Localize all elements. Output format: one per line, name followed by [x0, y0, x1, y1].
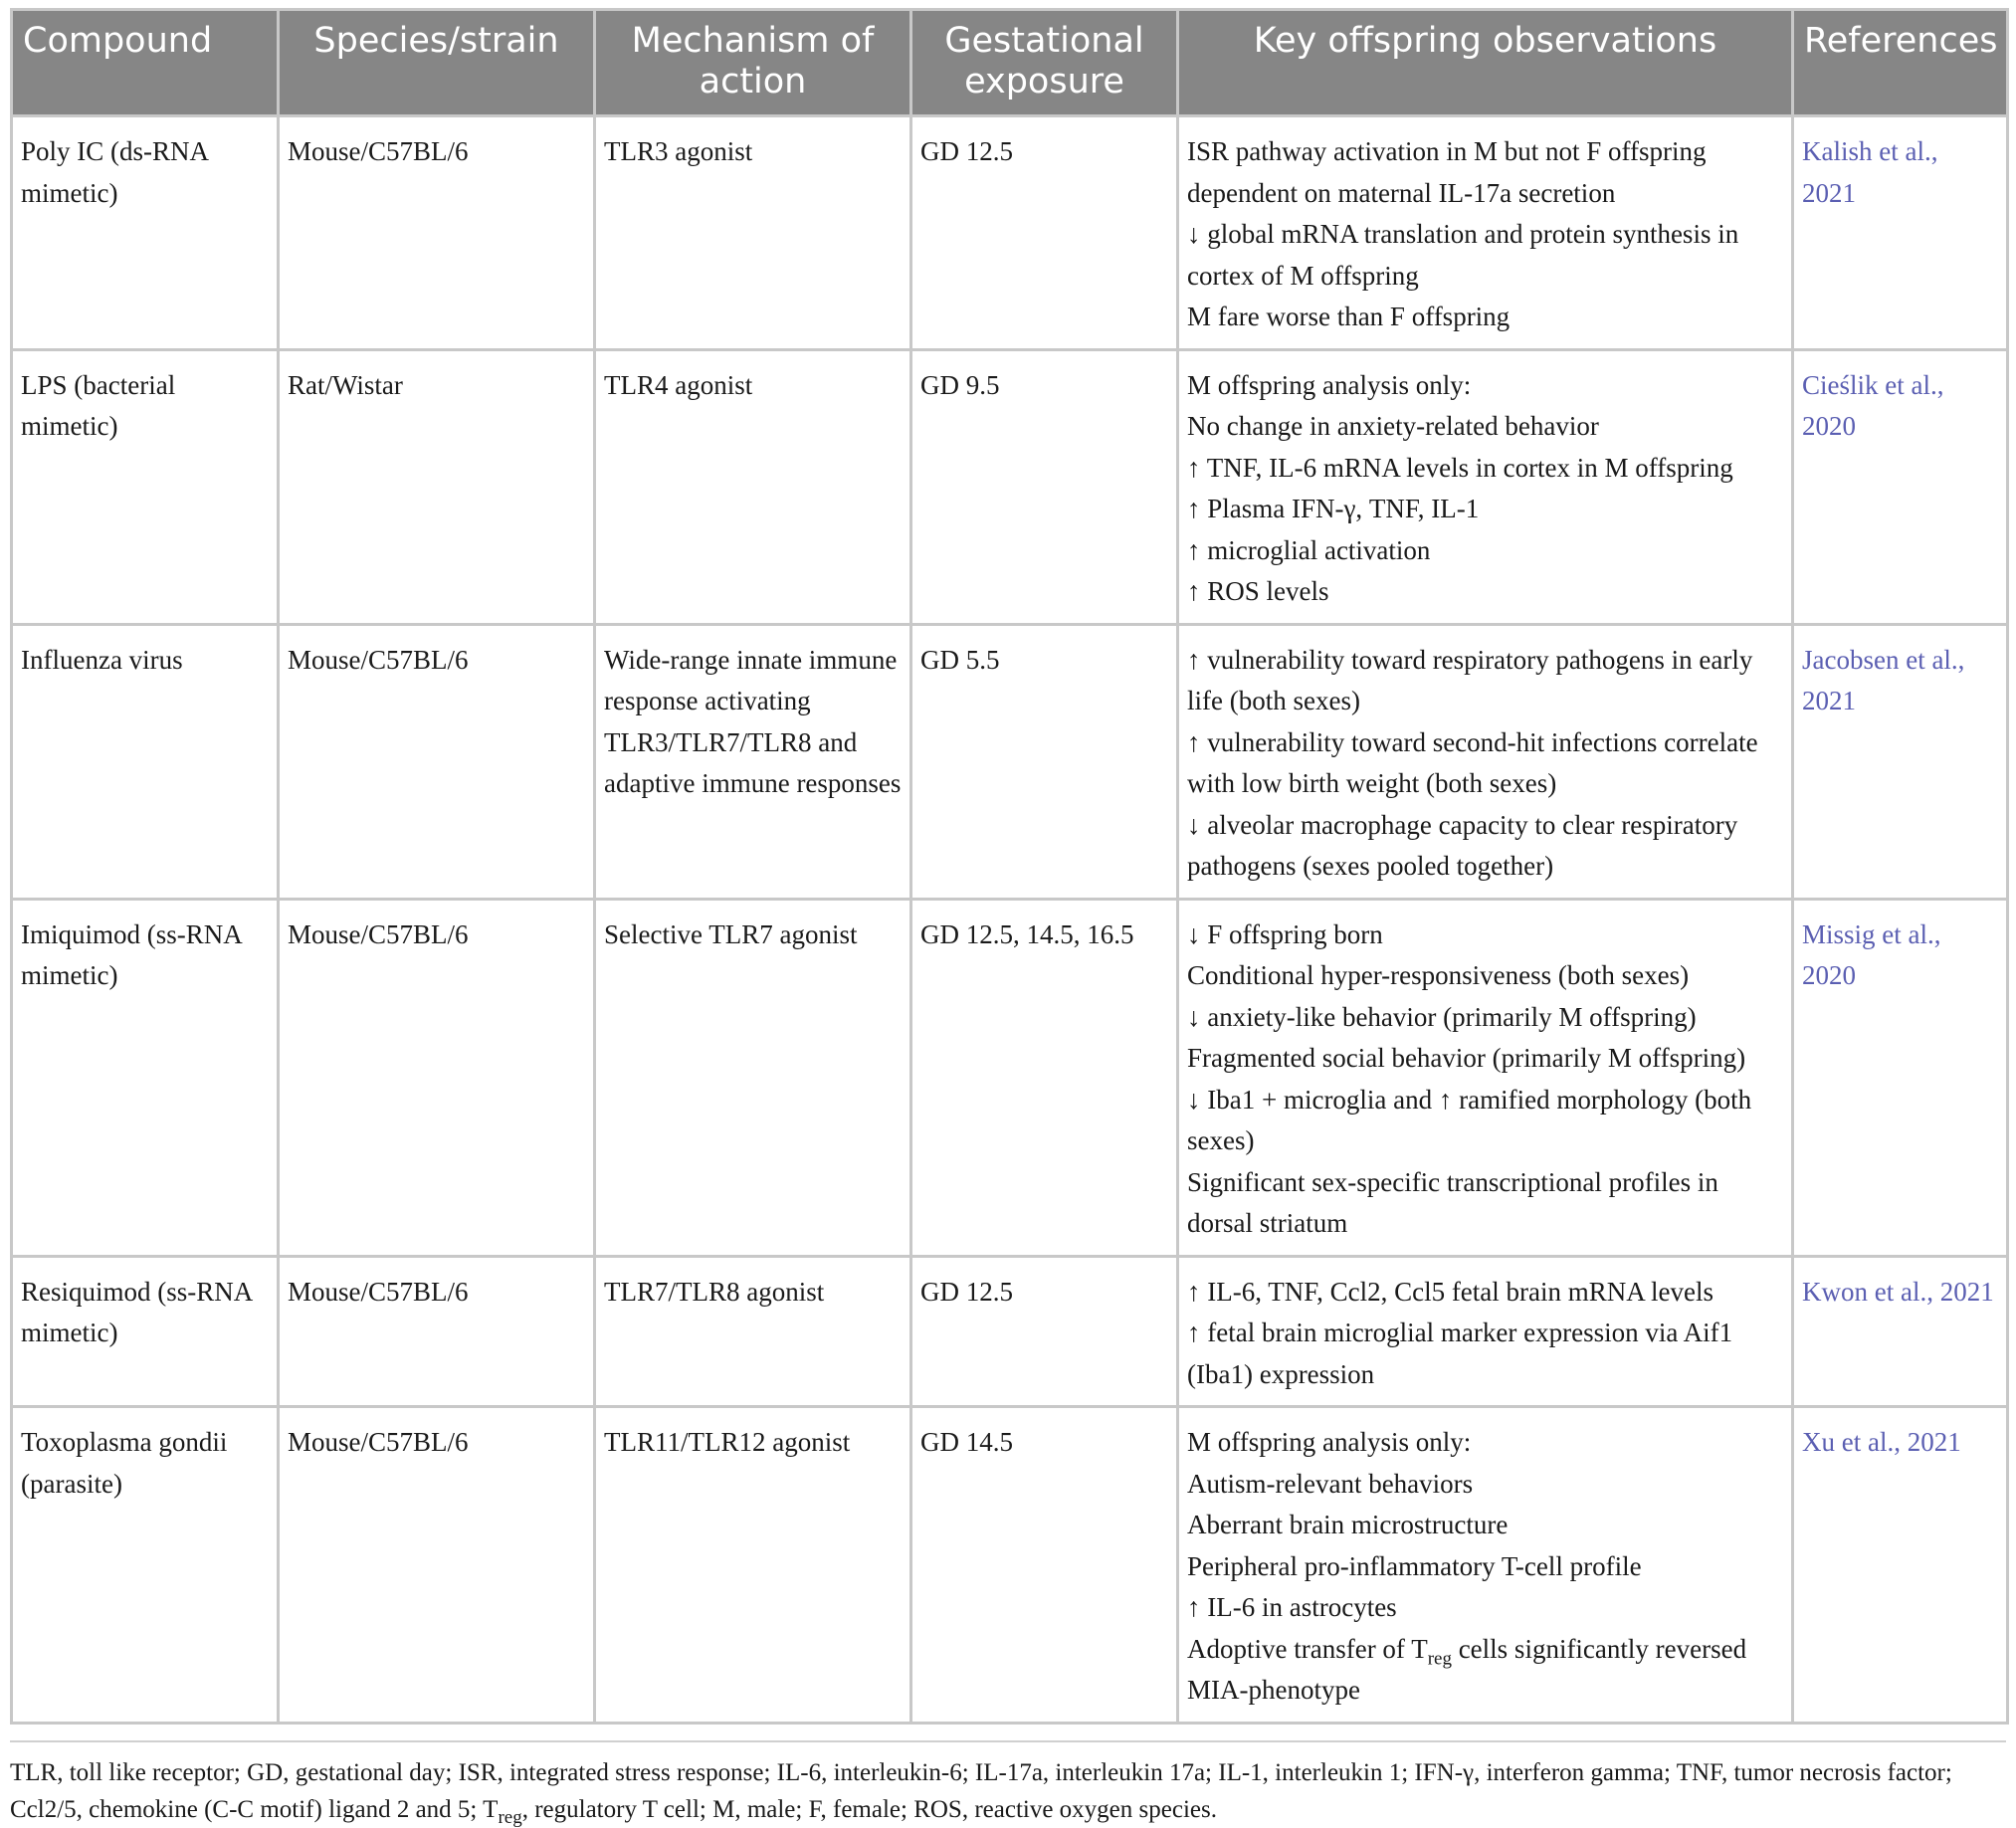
reference-link[interactable]: Cieślik et al., 2020 [1802, 369, 1944, 441]
header-row [12, 10, 2008, 116]
observation-line: ↓ alveolar macrophage capacity to clear respiratory pathogens (sexes pooled together) [1187, 809, 1738, 881]
cell-mechanism: TLR3 agonist [595, 116, 911, 350]
table-row [12, 349, 2008, 624]
footnote-part2: , regulatory T cell; M, male; F, female; ROS, reactive oxygen species. [521, 1795, 1217, 1823]
cell-compound: Influenza virus [12, 624, 279, 899]
observation-line: ↑ IL-6, TNF, Ccl2, Ccl5 fetal brain mRNA levels [1187, 1276, 1714, 1307]
observation-line: M offspring analysis only: [1187, 369, 1472, 400]
cell-observations [1178, 624, 1793, 899]
cell-reference [1793, 349, 2008, 624]
observation-line: ↑ ROS levels [1187, 576, 1329, 606]
cell-species: Rat/Wistar [279, 349, 595, 624]
observation-line: ↑ TNF, IL-6 mRNA levels in cortex in M offspring [1187, 452, 1733, 483]
col-header-references: References [1793, 10, 2008, 116]
observation-line: Significant sex-specific transcriptional profiles in dorsal striatum [1187, 1166, 1718, 1238]
observation-line: M offspring analysis only: [1187, 1427, 1472, 1457]
footnote-part1: TLR, toll like receptor; GD, gestational day; ISR, integrated stress response; IL-6, interleukin-6; IL-17a, interleukin 17a; IL-1, interleukin 1; IFN-γ, interferon gamma; TNF, tumor necrosis factor; Ccl2/5, chemokine (C-C motif) ligand 2 and 5; T [10, 1758, 1952, 1823]
cell-species: Mouse/C57BL/6 [279, 1256, 595, 1407]
cell-observations [1178, 349, 1793, 624]
cell-observations [1178, 1256, 1793, 1407]
cell-species: Mouse/C57BL/6 [279, 624, 595, 899]
cell-compound: Poly IC (ds-RNA mimetic) [12, 116, 279, 350]
reference-link[interactable]: Jacobsen et al., 2021 [1802, 644, 1965, 715]
cell-mechanism: TLR7/TLR8 agonist [595, 1256, 911, 1407]
cell-exposure: GD 5.5 [911, 624, 1178, 899]
table-footnote [10, 1740, 2006, 1828]
reference-link[interactable]: Missig et al., 2020 [1802, 918, 1941, 990]
cell-reference [1793, 1256, 2008, 1407]
cell-mechanism: Selective TLR7 agonist [595, 899, 911, 1256]
cell-species: Mouse/C57BL/6 [279, 1407, 595, 1724]
observation-line: Autism-relevant behaviors [1187, 1468, 1474, 1499]
observation-line-treg [1187, 1629, 1783, 1712]
cell-species: Mouse/C57BL/6 [279, 899, 595, 1256]
col-header-exposure: Gestational exposure [911, 10, 1178, 116]
observation-line: ↑ microglial activation [1187, 534, 1431, 565]
cell-compound: Resiquimod (ss-RNA mimetic) [12, 1256, 279, 1407]
treg-text-after: cells significantly reversed MIA-phenotype [1187, 1633, 1747, 1705]
observation-line: Peripheral pro-inflammatory T-cell profile [1187, 1550, 1642, 1581]
observation-line: No change in anxiety-related behavior [1187, 411, 1599, 441]
reference-link[interactable]: Xu et al., 2021 [1802, 1427, 1961, 1457]
observation-line: Conditional hyper-responsiveness (both sexes) [1187, 960, 1690, 990]
table-row [12, 116, 2008, 350]
cell-observations [1178, 1407, 1793, 1724]
observation-line: Aberrant brain microstructure [1187, 1510, 1509, 1539]
table-row [12, 624, 2008, 899]
cell-observations [1178, 899, 1793, 1256]
reference-link[interactable]: Kwon et al., 2021 [1802, 1276, 1994, 1307]
treg-subscript: reg [1427, 1647, 1452, 1669]
cell-exposure: GD 12.5, 14.5, 16.5 [911, 899, 1178, 1256]
footnote-subscript: reg [498, 1806, 522, 1828]
cell-exposure: GD 12.5 [911, 1256, 1178, 1407]
reference-link[interactable]: Kalish et al., 2021 [1802, 136, 1938, 208]
cell-exposure: GD 9.5 [911, 349, 1178, 624]
cell-mechanism: TLR11/TLR12 agonist [595, 1407, 911, 1724]
cell-exposure: GD 12.5 [911, 116, 1178, 350]
observation-line: ISR pathway activation in M but not F offspring dependent on maternal IL-17a secretion [1187, 136, 1707, 208]
data-table [10, 8, 2009, 1725]
table-row [12, 1256, 2008, 1407]
cell-reference [1793, 624, 2008, 899]
cell-reference [1793, 899, 2008, 1256]
cell-compound: Toxoplasma gondii (parasite) [12, 1407, 279, 1724]
cell-reference [1793, 116, 2008, 350]
table-row [12, 1407, 2008, 1724]
cell-compound: LPS (bacterial mimetic) [12, 349, 279, 624]
cell-species: Mouse/C57BL/6 [279, 116, 595, 350]
observation-line: ↓ anxiety-like behavior (primarily M offspring) [1187, 1001, 1697, 1032]
cell-mechanism: Wide-range innate immune response activating TLR3/TLR7/TLR8 and adaptive immune responses [595, 624, 911, 899]
col-header-compound: Compound [12, 10, 279, 116]
observation-line: ↓ global mRNA translation and protein synthesis in cortex of M offspring [1187, 219, 1739, 291]
cell-mechanism: TLR4 agonist [595, 349, 911, 624]
cell-compound: Imiquimod (ss-RNA mimetic) [12, 899, 279, 1256]
observation-line: ↑ Plasma IFN-γ, TNF, IL-1 [1187, 494, 1480, 523]
observation-line: M fare worse than F offspring [1187, 302, 1511, 331]
observation-line: ↓ Iba1 + microglia and ↑ ramified morphology (both sexes) [1187, 1084, 1752, 1155]
col-header-observations: Key offspring observations [1178, 10, 1793, 116]
observation-line: ↓ F offspring born [1187, 918, 1383, 949]
cell-observations [1178, 116, 1793, 350]
observation-line: ↑ fetal brain microglial marker expression via Aif1 (Iba1) expression [1187, 1318, 1733, 1389]
col-header-species: Species/strain [279, 10, 595, 116]
table-container [10, 8, 2006, 1828]
treg-text-before: Adoptive transfer of T [1187, 1633, 1428, 1664]
table-row [12, 899, 2008, 1256]
observation-line: ↑ vulnerability toward second-hit infections correlate with low birth weight (both sexes) [1187, 726, 1758, 798]
observation-line: Fragmented social behavior (primarily M offspring) [1187, 1043, 1746, 1073]
col-header-mechanism: Mechanism of action [595, 10, 911, 116]
observation-line: ↑ IL-6 in astrocytes [1187, 1592, 1397, 1622]
cell-exposure: GD 14.5 [911, 1407, 1178, 1724]
observation-line: ↑ vulnerability toward respiratory pathogens in early life (both sexes) [1187, 644, 1753, 715]
cell-reference [1793, 1407, 2008, 1724]
